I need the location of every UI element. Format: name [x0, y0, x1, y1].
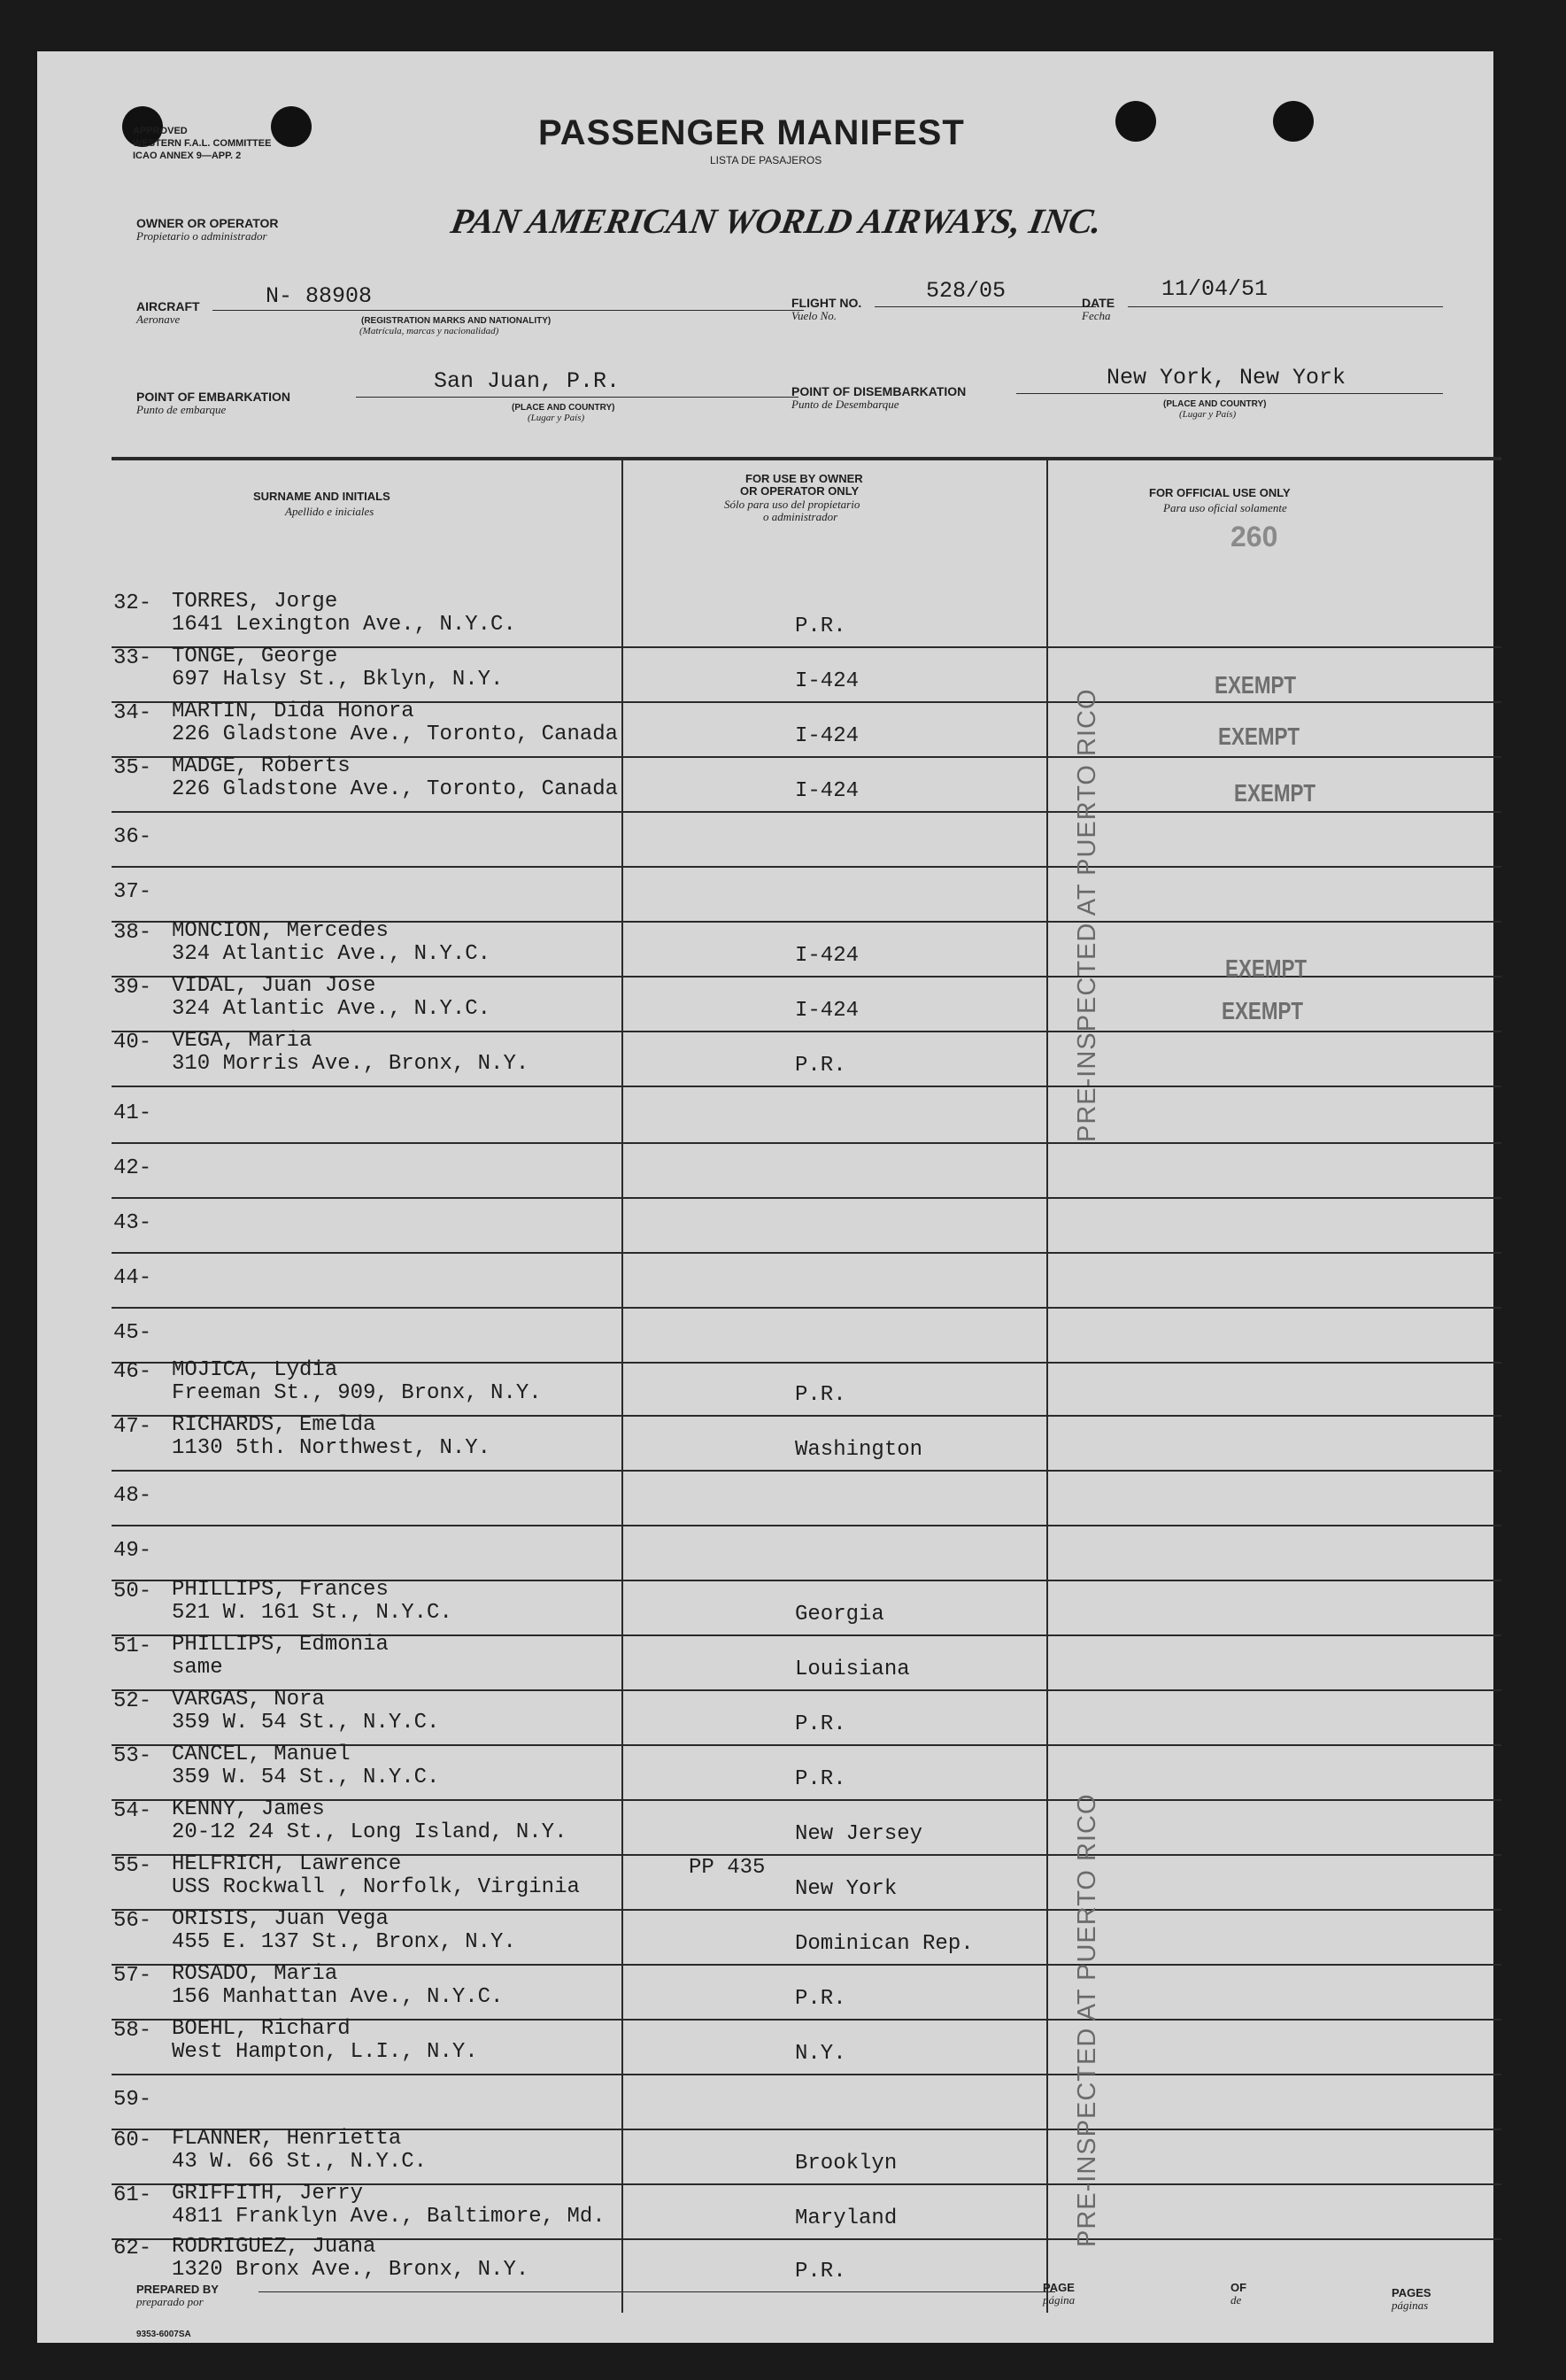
approved-label: APPROVED	[133, 126, 188, 136]
passenger-address: West Hampton, L.I., N.Y.	[172, 2040, 478, 2064]
operator-use-value: I-424	[795, 724, 860, 748]
passenger-address: 43 W. 66 St., N.Y.C.	[172, 2150, 428, 2174]
row-number: 43-	[113, 1211, 152, 1235]
row-divider	[112, 1252, 1501, 1254]
owner-use-header-es-1: Sólo para uso del propietario	[724, 498, 860, 511]
form-code: 9353-6007SA	[136, 2330, 191, 2339]
operator-use-value: New York	[795, 1877, 898, 1901]
manifest-sheet	[37, 51, 1493, 2343]
passenger-name: PHILLIPS, Edmonia	[172, 1633, 389, 1657]
passenger-address: 1130 5th. Northwest, N.Y.	[172, 1436, 491, 1460]
row-number: 45-	[113, 1321, 152, 1345]
column-divider	[621, 460, 623, 2313]
row-number: 47-	[113, 1415, 152, 1439]
pages-label-es: páginas	[1392, 2299, 1429, 2312]
column-divider	[1046, 460, 1048, 2313]
row-number: 50-	[113, 1580, 152, 1603]
operator-use-value: P.R.	[795, 1987, 846, 2011]
row-number: 40-	[113, 1031, 152, 1055]
embark-place-note-es: (Lugar y País)	[528, 413, 585, 423]
row-number: 35-	[113, 756, 152, 780]
passenger-address: 156 Manhattan Ave., N.Y.C.	[172, 1985, 504, 2009]
operator-use-value: Washington	[795, 1438, 923, 1462]
row-divider	[112, 1197, 1501, 1199]
official-use-header: FOR OFFICIAL USE ONLY	[1149, 486, 1291, 499]
row-number: 56-	[113, 1909, 152, 1933]
row-number: 41-	[113, 1101, 152, 1125]
pages-label: PAGES	[1392, 2286, 1431, 2299]
passenger-address: 324 Atlantic Ave., N.Y.C.	[172, 997, 491, 1021]
operator-use-value: I-424	[795, 999, 860, 1023]
row-number: 33-	[113, 646, 152, 670]
operator-use-value: P.R.	[795, 614, 846, 638]
passenger-name: TORRES, Jorge	[172, 590, 338, 614]
operator-use-value: P.R.	[795, 1054, 846, 1078]
committee-label: WESTERN F.A.L. COMMITTEE	[133, 138, 272, 149]
passenger-name: PHILLIPS, Frances	[172, 1578, 389, 1602]
exempt-stamp: EXEMPT	[1225, 954, 1308, 982]
operator-use-value: New Jersey	[795, 1822, 923, 1846]
embarkation-label-es: Punto de embarque	[136, 403, 227, 416]
row-number: 46-	[113, 1360, 152, 1384]
exempt-stamp: EXEMPT	[1215, 671, 1297, 699]
row-number: 59-	[113, 2088, 152, 2112]
row-number: 51-	[113, 1634, 152, 1658]
row-number: 39-	[113, 976, 152, 1000]
row-number: 58-	[113, 2019, 152, 2043]
row-number: 57-	[113, 1964, 152, 1988]
row-divider	[112, 1525, 1501, 1526]
operator-use-value: Georgia	[795, 1603, 884, 1627]
passenger-address: 310 Morris Ave., Bronx, N.Y.	[172, 1052, 529, 1076]
passenger-name: RICHARDS, Emelda	[172, 1413, 376, 1437]
passenger-name: ORISIS, Juan Vega	[172, 1907, 389, 1931]
operator-use-value: P.R.	[795, 1767, 846, 1791]
row-number: 53-	[113, 1744, 152, 1768]
operator-use-value: I-424	[795, 669, 860, 693]
row-divider	[112, 866, 1501, 868]
passenger-address: 455 E. 137 St., Bronx, N.Y.	[172, 1930, 516, 1954]
passenger-name: GRIFFITH, Jerry	[172, 2182, 364, 2206]
of-label: OF	[1230, 2281, 1247, 2294]
row-number: 44-	[113, 1266, 152, 1290]
passenger-name: MADGE, Roberts	[172, 754, 351, 778]
passenger-address: 226 Gladstone Ave., Toronto, Canada	[172, 722, 619, 746]
date-label: DATE	[1082, 296, 1115, 310]
row-divider	[112, 2074, 1501, 2075]
pre-inspected-stamp: PRE-INSPECTED AT PUERTO RICO	[1073, 1793, 1101, 2247]
official-number: 260	[1230, 521, 1278, 552]
operator-use-value: P.R.	[795, 2260, 846, 2283]
passenger-address: same	[172, 1656, 223, 1680]
official-use-header-es: Para uso oficial solamente	[1163, 501, 1287, 514]
passenger-name: BOEHL, Richard	[172, 2017, 351, 2041]
row-number: 48-	[113, 1484, 152, 1508]
passenger-name: VEGA, Maria	[172, 1029, 312, 1053]
passenger-address: 324 Atlantic Ave., N.Y.C.	[172, 942, 491, 966]
punch-hole	[271, 106, 312, 147]
prepared-by-label-es: preparado por	[136, 2295, 204, 2308]
passenger-address: 226 Gladstone Ave., Toronto, Canada	[172, 777, 619, 801]
passenger-address: 697 Halsy St., Bklyn, N.Y.	[172, 668, 504, 692]
embarkation-label: POINT OF EMBARKATION	[136, 390, 290, 404]
row-divider	[112, 811, 1501, 813]
row-number: 34-	[113, 701, 152, 725]
row-number: 38-	[113, 921, 152, 945]
surname-header-es: Apellido e iniciales	[285, 505, 374, 518]
icao-label: ICAO ANNEX 9—APP. 2	[133, 151, 242, 161]
passenger-address: 359 W. 54 St., N.Y.C.	[172, 1711, 440, 1735]
owner-label: OWNER OR OPERATOR	[136, 216, 279, 230]
owner-use-header-1: FOR USE BY OWNER	[745, 472, 863, 485]
passenger-name: MOJICA, Lydia	[172, 1358, 338, 1382]
disembarkation-value: New York, New York	[1107, 365, 1346, 390]
disembark-place-note-es: (Lugar y País)	[1179, 409, 1237, 420]
row-number: 61-	[113, 2183, 152, 2207]
passenger-name: MONCION, Mercedes	[172, 919, 389, 943]
aircraft-label: AIRCRAFT	[136, 299, 200, 313]
punch-hole	[1115, 101, 1156, 142]
exempt-stamp: EXEMPT	[1218, 722, 1300, 750]
page-title: PASSENGER MANIFEST	[538, 113, 965, 152]
date-label-es: Fecha	[1082, 309, 1111, 322]
prepared-by-label: PREPARED BY	[136, 2283, 219, 2296]
disembark-place-note: (PLACE AND COUNTRY)	[1163, 399, 1267, 409]
passenger-name: VIDAL, Juan Jose	[172, 974, 376, 998]
row-divider	[112, 1470, 1501, 1472]
row-number: 60-	[113, 2129, 152, 2152]
disembarkation-label-es: Punto de Desembarque	[791, 398, 899, 411]
flight-value: 528/05	[926, 278, 1007, 304]
exempt-stamp: EXEMPT	[1222, 997, 1304, 1024]
operator-use-value: Louisiana	[795, 1658, 910, 1681]
passenger-address: Freeman St., 909, Bronx, N.Y.	[172, 1381, 542, 1405]
of-label-es: de	[1230, 2293, 1242, 2307]
flight-label-es: Vuelo No.	[791, 309, 837, 322]
row-divider	[112, 1031, 1501, 1032]
surname-header: SURNAME AND INITIALS	[253, 490, 390, 503]
passenger-name: ROSADO, Maria	[172, 1962, 338, 1986]
row-number: 62-	[113, 2237, 152, 2260]
flight-label: FLIGHT NO.	[791, 296, 862, 310]
disembarkation-label: POINT OF DISEMBARKATION	[791, 384, 967, 398]
row-divider	[112, 1307, 1501, 1309]
row-divider	[112, 1142, 1501, 1144]
passenger-address: 20-12 24 St., Long Island, N.Y.	[172, 1820, 567, 1844]
passenger-address: 1641 Lexington Ave., N.Y.C.	[172, 613, 516, 637]
row-number: 37-	[113, 880, 152, 904]
aircraft-label-es: Aeronave	[136, 313, 181, 326]
owner-use-header-es-2: o administrador	[763, 510, 838, 523]
passenger-name: VARGAS, Nora	[172, 1688, 325, 1712]
operator-use-value: I-424	[795, 944, 860, 968]
operator-use-value: N.Y.	[795, 2042, 846, 2066]
passenger-name: MARTIN, Dida Honora	[172, 699, 414, 723]
passenger-address: USS Rockwall , Norfolk, Virginia	[172, 1875, 580, 1899]
row-divider	[112, 1086, 1501, 1087]
row-number: 55-	[113, 1854, 152, 1878]
owner-label-es: Propietario o administrador	[136, 229, 267, 243]
passenger-address: 1320 Bronx Ave., Bronx, N.Y.	[172, 2258, 529, 2282]
pp-note: PP 435	[689, 1856, 766, 1880]
passenger-name: KENNY, James	[172, 1797, 325, 1821]
row-number: 42-	[113, 1156, 152, 1180]
registration-note-es: (Matrícula, marcas y nacionalidad)	[359, 326, 499, 336]
passenger-name: FLANNER, Henrietta	[172, 2127, 402, 2151]
page-subtitle: LISTA DE PASAJEROS	[710, 154, 822, 166]
row-number: 49-	[113, 1539, 152, 1563]
page-label-es: página	[1043, 2293, 1076, 2307]
passenger-name: RODRIGUEZ, Juana	[172, 2235, 376, 2259]
passenger-name: CANCEL, Manuel	[172, 1742, 351, 1766]
pre-inspected-stamp: PRE-INSPECTED AT PUERTO RICO	[1073, 688, 1101, 1142]
table-top-border	[112, 457, 1501, 460]
operator-use-value: P.R.	[795, 1383, 846, 1407]
row-number: 36-	[113, 825, 152, 849]
punch-hole	[1273, 101, 1314, 142]
passenger-name: TONGE, George	[172, 645, 338, 668]
exempt-stamp: EXEMPT	[1234, 779, 1316, 807]
embark-place-note: (PLACE AND COUNTRY)	[512, 403, 615, 413]
row-number: 32-	[113, 591, 152, 615]
date-value: 11/04/51	[1161, 276, 1269, 302]
operator-use-value: Maryland	[795, 2206, 898, 2230]
operator-use-value: I-424	[795, 779, 860, 803]
passenger-address: 4811 Franklyn Ave., Baltimore, Md.	[172, 2205, 606, 2229]
aircraft-value: N- 88908	[266, 283, 373, 309]
operator-use-value: Dominican Rep.	[795, 1932, 974, 1956]
embarkation-value: San Juan, P.R.	[434, 368, 621, 394]
passenger-name: HELFRICH, Lawrence	[172, 1852, 402, 1876]
page-label: PAGE	[1043, 2281, 1075, 2294]
registration-note: (REGISTRATION MARKS AND NATIONALITY)	[361, 316, 552, 326]
passenger-address: 521 W. 161 St., N.Y.C.	[172, 1601, 452, 1625]
operator-use-value: P.R.	[795, 1712, 846, 1736]
passenger-address: 359 W. 54 St., N.Y.C.	[172, 1766, 440, 1789]
owner-value: PAN AMERICAN WORLD AIRWAYS, INC.	[448, 201, 1106, 241]
row-number: 52-	[113, 1689, 152, 1713]
row-number: 54-	[113, 1799, 152, 1823]
owner-use-header-2: OR OPERATOR ONLY	[740, 484, 860, 498]
operator-use-value: Brooklyn	[795, 2152, 898, 2175]
